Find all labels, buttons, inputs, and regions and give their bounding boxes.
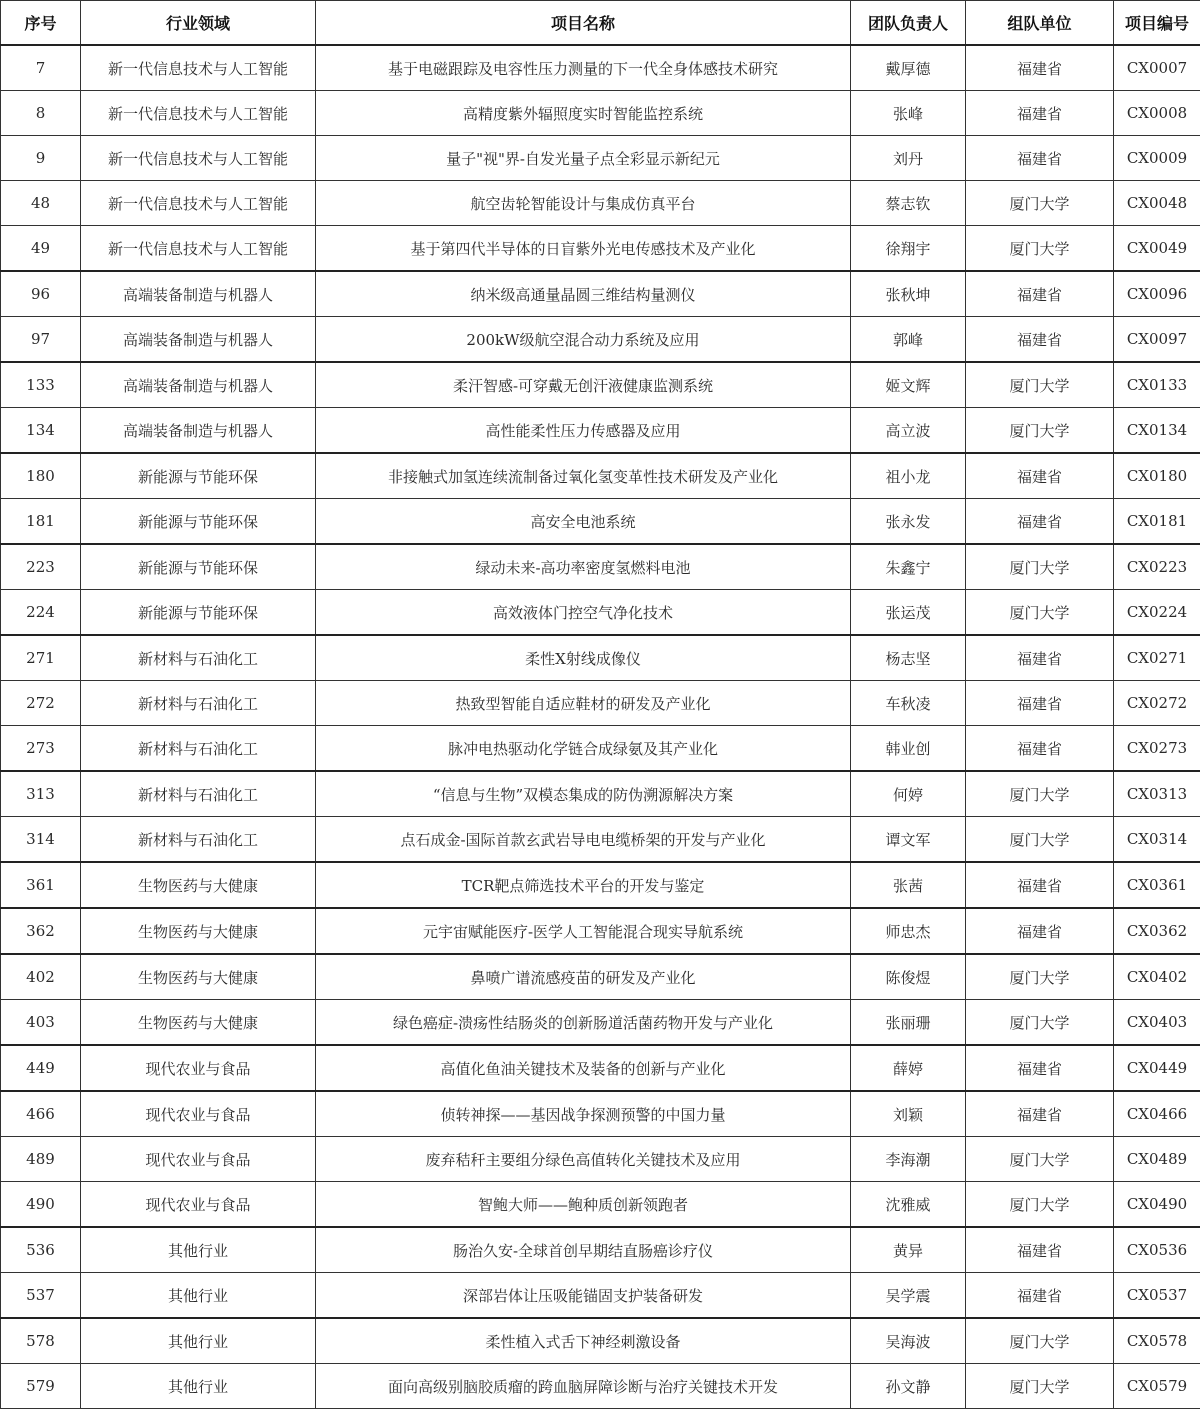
cell-field: 高端装备制造与机器人 bbox=[81, 362, 316, 408]
cell-index: 7 bbox=[1, 45, 81, 91]
cell-index: 181 bbox=[1, 499, 81, 545]
cell-project-name: 肠治久安-全球首创早期结直肠癌诊疗仪 bbox=[316, 1227, 851, 1273]
cell-leader: 陈俊煜 bbox=[851, 954, 966, 1000]
cell-project-name: 元宇宙赋能医疗-医学人工智能混合现实导航系统 bbox=[316, 908, 851, 954]
table-row bbox=[1, 1045, 1200, 1091]
cell-field: 新能源与节能环保 bbox=[81, 453, 316, 499]
cell-code: CX0314 bbox=[1114, 817, 1200, 863]
cell-field: 新材料与石油化工 bbox=[81, 771, 316, 817]
table-row bbox=[1, 317, 1200, 363]
cell-unit: 福建省 bbox=[966, 1273, 1114, 1319]
cell-leader: 张永发 bbox=[851, 499, 966, 545]
cell-index: 313 bbox=[1, 771, 81, 817]
cell-leader: 戴厚德 bbox=[851, 45, 966, 91]
cell-project-name: 绿动未来-高功率密度氢燃料电池 bbox=[316, 544, 851, 590]
cell-unit: 福建省 bbox=[966, 681, 1114, 726]
cell-index: 133 bbox=[1, 362, 81, 408]
table-row bbox=[1, 362, 1200, 408]
cell-code: CX0048 bbox=[1114, 181, 1200, 226]
cell-leader: 郭峰 bbox=[851, 317, 966, 363]
cell-code: CX0361 bbox=[1114, 862, 1200, 908]
cell-leader: 何婷 bbox=[851, 771, 966, 817]
cell-leader: 孙文静 bbox=[851, 1364, 966, 1409]
table-row bbox=[1, 136, 1200, 181]
cell-code: CX0133 bbox=[1114, 362, 1200, 408]
cell-project-name: 高效液体门控空气净化技术 bbox=[316, 590, 851, 636]
cell-unit: 厦门大学 bbox=[966, 226, 1114, 272]
cell-code: CX0009 bbox=[1114, 136, 1200, 181]
table-row bbox=[1, 181, 1200, 226]
table-row bbox=[1, 590, 1200, 636]
cell-project-name: 柔汗智感-可穿戴无创汗液健康监测系统 bbox=[316, 362, 851, 408]
cell-unit: 厦门大学 bbox=[966, 544, 1114, 590]
table-row bbox=[1, 908, 1200, 954]
cell-index: 361 bbox=[1, 862, 81, 908]
cell-project-name: 柔性植入式舌下神经刺激设备 bbox=[316, 1318, 851, 1364]
cell-field: 现代农业与食品 bbox=[81, 1045, 316, 1091]
cell-leader: 杨志坚 bbox=[851, 635, 966, 681]
cell-index: 48 bbox=[1, 181, 81, 226]
cell-project-name: 侦转神探——基因战争探测预警的中国力量 bbox=[316, 1091, 851, 1137]
cell-index: 489 bbox=[1, 1137, 81, 1182]
cell-project-name: 深部岩体让压吸能锚固支护装备研发 bbox=[316, 1273, 851, 1319]
cell-unit: 厦门大学 bbox=[966, 771, 1114, 817]
cell-project-name: 纳米级高通量晶圆三维结构量测仪 bbox=[316, 271, 851, 317]
cell-field: 生物医药与大健康 bbox=[81, 1000, 316, 1046]
cell-unit: 厦门大学 bbox=[966, 1364, 1114, 1409]
header-project-name: 项目名称 bbox=[316, 1, 851, 46]
cell-field: 现代农业与食品 bbox=[81, 1137, 316, 1182]
table-row bbox=[1, 499, 1200, 545]
cell-unit: 福建省 bbox=[966, 453, 1114, 499]
cell-field: 新材料与石油化工 bbox=[81, 635, 316, 681]
table-row bbox=[1, 408, 1200, 454]
cell-project-name: 基于第四代半导体的日盲紫外光电传感技术及产业化 bbox=[316, 226, 851, 272]
cell-index: 271 bbox=[1, 635, 81, 681]
cell-unit: 福建省 bbox=[966, 271, 1114, 317]
cell-field: 新一代信息技术与人工智能 bbox=[81, 181, 316, 226]
cell-code: CX0007 bbox=[1114, 45, 1200, 91]
table-row bbox=[1, 954, 1200, 1000]
cell-project-name: TCR靶点筛选技术平台的开发与鉴定 bbox=[316, 862, 851, 908]
cell-leader: 徐翔宇 bbox=[851, 226, 966, 272]
cell-unit: 厦门大学 bbox=[966, 181, 1114, 226]
table-row bbox=[1, 1227, 1200, 1273]
cell-field: 现代农业与食品 bbox=[81, 1182, 316, 1228]
table-row bbox=[1, 1137, 1200, 1182]
cell-leader: 张丽珊 bbox=[851, 1000, 966, 1046]
cell-index: 180 bbox=[1, 453, 81, 499]
cell-field: 高端装备制造与机器人 bbox=[81, 317, 316, 363]
cell-code: CX0403 bbox=[1114, 1000, 1200, 1046]
cell-field: 新能源与节能环保 bbox=[81, 499, 316, 545]
cell-index: 223 bbox=[1, 544, 81, 590]
cell-unit: 福建省 bbox=[966, 91, 1114, 136]
table-row bbox=[1, 544, 1200, 590]
cell-leader: 吴海波 bbox=[851, 1318, 966, 1364]
cell-project-name: 200kW级航空混合动力系统及应用 bbox=[316, 317, 851, 363]
cell-project-name: 鼻喷广谱流感疫苗的研发及产业化 bbox=[316, 954, 851, 1000]
cell-index: 403 bbox=[1, 1000, 81, 1046]
cell-project-name: 非接触式加氢连续流制备过氧化氢变革性技术研发及产业化 bbox=[316, 453, 851, 499]
cell-unit: 厦门大学 bbox=[966, 954, 1114, 1000]
cell-index: 536 bbox=[1, 1227, 81, 1273]
cell-unit: 厦门大学 bbox=[966, 1000, 1114, 1046]
cell-leader: 刘丹 bbox=[851, 136, 966, 181]
cell-index: 49 bbox=[1, 226, 81, 272]
header-code: 项目编号 bbox=[1114, 1, 1200, 46]
cell-index: 490 bbox=[1, 1182, 81, 1228]
cell-code: CX0271 bbox=[1114, 635, 1200, 681]
table-row bbox=[1, 1182, 1200, 1228]
cell-code: CX0402 bbox=[1114, 954, 1200, 1000]
cell-code: CX0578 bbox=[1114, 1318, 1200, 1364]
cell-leader: 薛婷 bbox=[851, 1045, 966, 1091]
cell-field: 其他行业 bbox=[81, 1318, 316, 1364]
cell-project-name: 高值化鱼油关键技术及装备的创新与产业化 bbox=[316, 1045, 851, 1091]
cell-project-name: 高精度紫外辐照度实时智能监控系统 bbox=[316, 91, 851, 136]
cell-leader: 韩业创 bbox=[851, 726, 966, 772]
cell-field: 高端装备制造与机器人 bbox=[81, 271, 316, 317]
cell-field: 新材料与石油化工 bbox=[81, 817, 316, 863]
cell-unit: 福建省 bbox=[966, 1045, 1114, 1091]
cell-unit: 福建省 bbox=[966, 136, 1114, 181]
cell-code: CX0224 bbox=[1114, 590, 1200, 636]
cell-unit: 厦门大学 bbox=[966, 817, 1114, 863]
cell-code: CX0362 bbox=[1114, 908, 1200, 954]
cell-code: CX0180 bbox=[1114, 453, 1200, 499]
cell-code: CX0537 bbox=[1114, 1273, 1200, 1319]
cell-project-name: 脉冲电热驱动化学链合成绿氨及其产业化 bbox=[316, 726, 851, 772]
cell-code: CX0008 bbox=[1114, 91, 1200, 136]
table-row bbox=[1, 817, 1200, 863]
cell-field: 新材料与石油化工 bbox=[81, 726, 316, 772]
cell-field: 新材料与石油化工 bbox=[81, 681, 316, 726]
cell-project-name: 高安全电池系统 bbox=[316, 499, 851, 545]
table-row bbox=[1, 1318, 1200, 1364]
cell-project-name: 面向高级别脑胶质瘤的跨血脑屏障诊断与治疗关键技术开发 bbox=[316, 1364, 851, 1409]
cell-field: 新一代信息技术与人工智能 bbox=[81, 136, 316, 181]
cell-unit: 厦门大学 bbox=[966, 1137, 1114, 1182]
cell-field: 其他行业 bbox=[81, 1227, 316, 1273]
cell-code: CX0134 bbox=[1114, 408, 1200, 454]
cell-unit: 福建省 bbox=[966, 317, 1114, 363]
header-leader: 团队负责人 bbox=[851, 1, 966, 46]
cell-code: CX0313 bbox=[1114, 771, 1200, 817]
cell-project-name: 绿色癌症-溃疡性结肠炎的创新肠道活菌药物开发与产业化 bbox=[316, 1000, 851, 1046]
cell-index: 224 bbox=[1, 590, 81, 636]
cell-code: CX0097 bbox=[1114, 317, 1200, 363]
cell-field: 其他行业 bbox=[81, 1364, 316, 1409]
cell-project-name: 柔性X射线成像仪 bbox=[316, 635, 851, 681]
table-row bbox=[1, 726, 1200, 772]
cell-field: 其他行业 bbox=[81, 1273, 316, 1319]
cell-index: 97 bbox=[1, 317, 81, 363]
cell-field: 新能源与节能环保 bbox=[81, 544, 316, 590]
cell-index: 96 bbox=[1, 271, 81, 317]
cell-leader: 张运茂 bbox=[851, 590, 966, 636]
cell-unit: 福建省 bbox=[966, 862, 1114, 908]
cell-field: 新一代信息技术与人工智能 bbox=[81, 226, 316, 272]
cell-code: CX0449 bbox=[1114, 1045, 1200, 1091]
table-body bbox=[1, 45, 1200, 1409]
cell-code: CX0490 bbox=[1114, 1182, 1200, 1228]
cell-index: 273 bbox=[1, 726, 81, 772]
cell-field: 新一代信息技术与人工智能 bbox=[81, 91, 316, 136]
cell-index: 537 bbox=[1, 1273, 81, 1319]
cell-field: 生物医药与大健康 bbox=[81, 954, 316, 1000]
cell-unit: 厦门大学 bbox=[966, 1318, 1114, 1364]
cell-field: 生物医药与大健康 bbox=[81, 862, 316, 908]
table-row bbox=[1, 862, 1200, 908]
table-row bbox=[1, 635, 1200, 681]
cell-code: CX0223 bbox=[1114, 544, 1200, 590]
cell-unit: 厦门大学 bbox=[966, 408, 1114, 454]
cell-code: CX0049 bbox=[1114, 226, 1200, 272]
cell-project-name: 点石成金-国际首款玄武岩导电电缆桥架的开发与产业化 bbox=[316, 817, 851, 863]
cell-index: 449 bbox=[1, 1045, 81, 1091]
cell-leader: 谭文军 bbox=[851, 817, 966, 863]
cell-code: CX0181 bbox=[1114, 499, 1200, 545]
table-row bbox=[1, 771, 1200, 817]
cell-unit: 厦门大学 bbox=[966, 362, 1114, 408]
cell-project-name: 基于电磁跟踪及电容性压力测量的下一代全身体感技术研究 bbox=[316, 45, 851, 91]
cell-index: 402 bbox=[1, 954, 81, 1000]
cell-leader: 朱鑫宁 bbox=[851, 544, 966, 590]
cell-unit: 福建省 bbox=[966, 1227, 1114, 1273]
header-index: 序号 bbox=[1, 1, 81, 46]
cell-leader: 沈雅威 bbox=[851, 1182, 966, 1228]
cell-index: 362 bbox=[1, 908, 81, 954]
cell-leader: 刘颖 bbox=[851, 1091, 966, 1137]
cell-unit: 厦门大学 bbox=[966, 1182, 1114, 1228]
cell-code: CX0096 bbox=[1114, 271, 1200, 317]
cell-project-name: 量子"视"界-自发光量子点全彩显示新纪元 bbox=[316, 136, 851, 181]
cell-project-name: 航空齿轮智能设计与集成仿真平台 bbox=[316, 181, 851, 226]
cell-unit: 福建省 bbox=[966, 908, 1114, 954]
table-row bbox=[1, 1091, 1200, 1137]
cell-unit: 福建省 bbox=[966, 499, 1114, 545]
cell-code: CX0273 bbox=[1114, 726, 1200, 772]
cell-field: 新能源与节能环保 bbox=[81, 590, 316, 636]
header-unit: 组队单位 bbox=[966, 1, 1114, 46]
cell-project-name: 智鲍大师——鲍种质创新领跑者 bbox=[316, 1182, 851, 1228]
table-row bbox=[1, 271, 1200, 317]
table-row bbox=[1, 1273, 1200, 1319]
table-row bbox=[1, 1000, 1200, 1046]
table-row bbox=[1, 45, 1200, 91]
cell-project-name: 废弃秸秆主要组分绿色高值转化关键技术及应用 bbox=[316, 1137, 851, 1182]
cell-index: 466 bbox=[1, 1091, 81, 1137]
cell-leader: 吴学震 bbox=[851, 1273, 966, 1319]
cell-field: 高端装备制造与机器人 bbox=[81, 408, 316, 454]
cell-field: 现代农业与食品 bbox=[81, 1091, 316, 1137]
cell-code: CX0536 bbox=[1114, 1227, 1200, 1273]
cell-leader: 祖小龙 bbox=[851, 453, 966, 499]
header-field: 行业领域 bbox=[81, 1, 316, 46]
cell-leader: 张茜 bbox=[851, 862, 966, 908]
table-row bbox=[1, 91, 1200, 136]
cell-index: 8 bbox=[1, 91, 81, 136]
cell-index: 272 bbox=[1, 681, 81, 726]
cell-code: CX0579 bbox=[1114, 1364, 1200, 1409]
cell-unit: 福建省 bbox=[966, 726, 1114, 772]
cell-leader: 师忠杰 bbox=[851, 908, 966, 954]
cell-index: 314 bbox=[1, 817, 81, 863]
cell-unit: 福建省 bbox=[966, 1091, 1114, 1137]
cell-code: CX0466 bbox=[1114, 1091, 1200, 1137]
cell-project-name: “信息与生物”双模态集成的防伪溯源解决方案 bbox=[316, 771, 851, 817]
cell-index: 134 bbox=[1, 408, 81, 454]
header-row bbox=[1, 1, 1200, 46]
cell-leader: 姬文辉 bbox=[851, 362, 966, 408]
cell-index: 9 bbox=[1, 136, 81, 181]
cell-field: 新一代信息技术与人工智能 bbox=[81, 45, 316, 91]
cell-leader: 蔡志钦 bbox=[851, 181, 966, 226]
cell-field: 生物医药与大健康 bbox=[81, 908, 316, 954]
cell-unit: 福建省 bbox=[966, 635, 1114, 681]
cell-leader: 张秋坤 bbox=[851, 271, 966, 317]
cell-unit: 福建省 bbox=[966, 45, 1114, 91]
cell-leader: 黄异 bbox=[851, 1227, 966, 1273]
table-row bbox=[1, 226, 1200, 272]
cell-leader: 李海潮 bbox=[851, 1137, 966, 1182]
cell-unit: 厦门大学 bbox=[966, 590, 1114, 636]
cell-project-name: 高性能柔性压力传感器及应用 bbox=[316, 408, 851, 454]
cell-leader: 张峰 bbox=[851, 91, 966, 136]
cell-leader: 车秋凌 bbox=[851, 681, 966, 726]
cell-leader: 高立波 bbox=[851, 408, 966, 454]
cell-code: CX0489 bbox=[1114, 1137, 1200, 1182]
cell-project-name: 热致型智能自适应鞋材的研发及产业化 bbox=[316, 681, 851, 726]
table-row bbox=[1, 453, 1200, 499]
cell-index: 579 bbox=[1, 1364, 81, 1409]
cell-code: CX0272 bbox=[1114, 681, 1200, 726]
table-row bbox=[1, 681, 1200, 726]
cell-index: 578 bbox=[1, 1318, 81, 1364]
table-row bbox=[1, 1364, 1200, 1409]
